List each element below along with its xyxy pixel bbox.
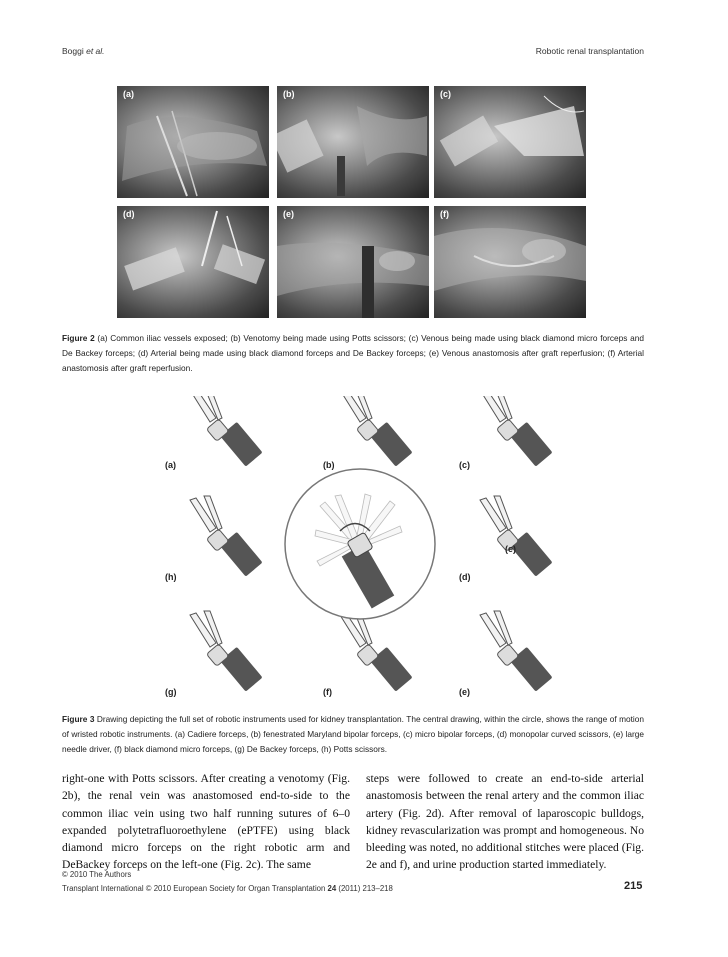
panel-label: (d): [123, 209, 135, 219]
footer-copyright: © 2010 The Authors: [62, 870, 132, 879]
potts-scissors-drawing: [190, 496, 263, 577]
figure2-caption: [62, 331, 644, 376]
author-name: Boggi: [62, 46, 84, 56]
range-of-motion-circle: [285, 469, 435, 619]
running-head-left: [62, 46, 105, 56]
figure3-label-a: (a): [165, 460, 176, 470]
maryland-bipolar-drawing: [340, 396, 413, 467]
large-needle-driver-drawing: [480, 611, 553, 692]
panel-label: (f): [440, 209, 449, 219]
surgical-photo-c: [434, 86, 586, 198]
figure3-caption-text: Drawing depicting the full set of robotic instruments used for kidney transplantation. The central drawing, within the circle, shows the range of motion of wristed robotic instruments. (a) Cadiere forceps, (b) fenestrated Maryland bipolar forceps, (c) micro bipolar forceps, (d) monopolar curved scissors, (e) large needle driver, (f) black diamond micro forceps, (g) De Backey forceps, (h) Potts scissors.: [62, 714, 644, 754]
running-head-right: Robotic renal transplantation: [535, 46, 644, 56]
figure3-caption: [62, 712, 644, 757]
figure2-caption-label: Figure 2: [62, 333, 95, 343]
figure3-label-f: (f): [323, 687, 332, 697]
debackey-forceps-drawing: [190, 611, 263, 692]
monopolar-scissors-drawing: [480, 496, 553, 577]
figure2-panel-a: [117, 86, 269, 198]
figure3-label-c: (c): [459, 460, 470, 470]
cadiere-forceps-drawing: [190, 396, 263, 467]
surgical-photo-a: [117, 86, 269, 198]
figure3-caption-label: Figure 3: [62, 714, 95, 724]
figure3-label-e-center: (e): [505, 544, 516, 554]
footer-journal: [62, 884, 393, 893]
figure2-panel-f: [434, 206, 586, 318]
black-diamond-forceps-drawing: [340, 611, 413, 692]
figure2-panel-e: [277, 206, 429, 318]
body-text-right-column: steps were followed to create an end-to-side arterial anastomosis between the renal artery and the common iliac artery (Fig. 2d). After removal of laparoscopic bulldogs, kidney revascularization was prompt and homogeneous. No bleeding was noted, no additional stitches were placed (Fig. 2e and f), and urine production started immediately.: [366, 772, 644, 872]
panel-label: (a): [123, 89, 134, 99]
figure3-label-h: (h): [165, 572, 177, 582]
surgical-photo-b: [277, 86, 429, 198]
footer-journal-text: Transplant International © 2010 European Society for Organ Transplantation: [62, 884, 328, 893]
figure2-panel-c: [434, 86, 586, 198]
surgical-photo-e: [277, 206, 429, 318]
figure3-label-g: (g): [165, 687, 177, 697]
figure2-panel-b: [277, 86, 429, 198]
surgical-photo-f: [434, 206, 586, 318]
author-etal: et al.: [83, 46, 105, 56]
panel-label: (b): [283, 89, 295, 99]
figure3-label-b: (b): [323, 460, 335, 470]
page-number: 215: [624, 880, 643, 892]
micro-bipolar-drawing: [480, 396, 553, 467]
panel-label: (e): [283, 209, 294, 219]
panel-label: (c): [440, 89, 451, 99]
figure2-panel-d: [117, 206, 269, 318]
figure2-caption-text: (a) Common iliac vessels exposed; (b) Venotomy being made using Potts scissors; (c) Venous being made using black diamond micro forceps and De Backey forceps; (d) Arterial being made using black diamond forceps and De Backey forceps; (e) Venous anastomosis after graft reperfusion; (f) Arterial anastomosis after graft reperfusion.: [62, 333, 644, 373]
figure3-label-e: (e): [459, 687, 470, 697]
footer-volume: 24: [327, 884, 337, 893]
figure3-label-d: (d): [459, 572, 471, 582]
body-text-left-column: right-one with Potts scissors. After creating a venotomy (Fig. 2b), the renal vein was anastomosed end-to-side to the common iliac vein using two half running sutures of 6–0 expanded polytetrafluoroethylene (ePTFE) using black diamond micro forceps on the right robotic arm and DeBackey forceps on the left-one (Fig. 2c). The same: [62, 772, 350, 872]
footer-pages: (2011) 213–218: [336, 884, 393, 893]
surgical-photo-d: [117, 206, 269, 318]
